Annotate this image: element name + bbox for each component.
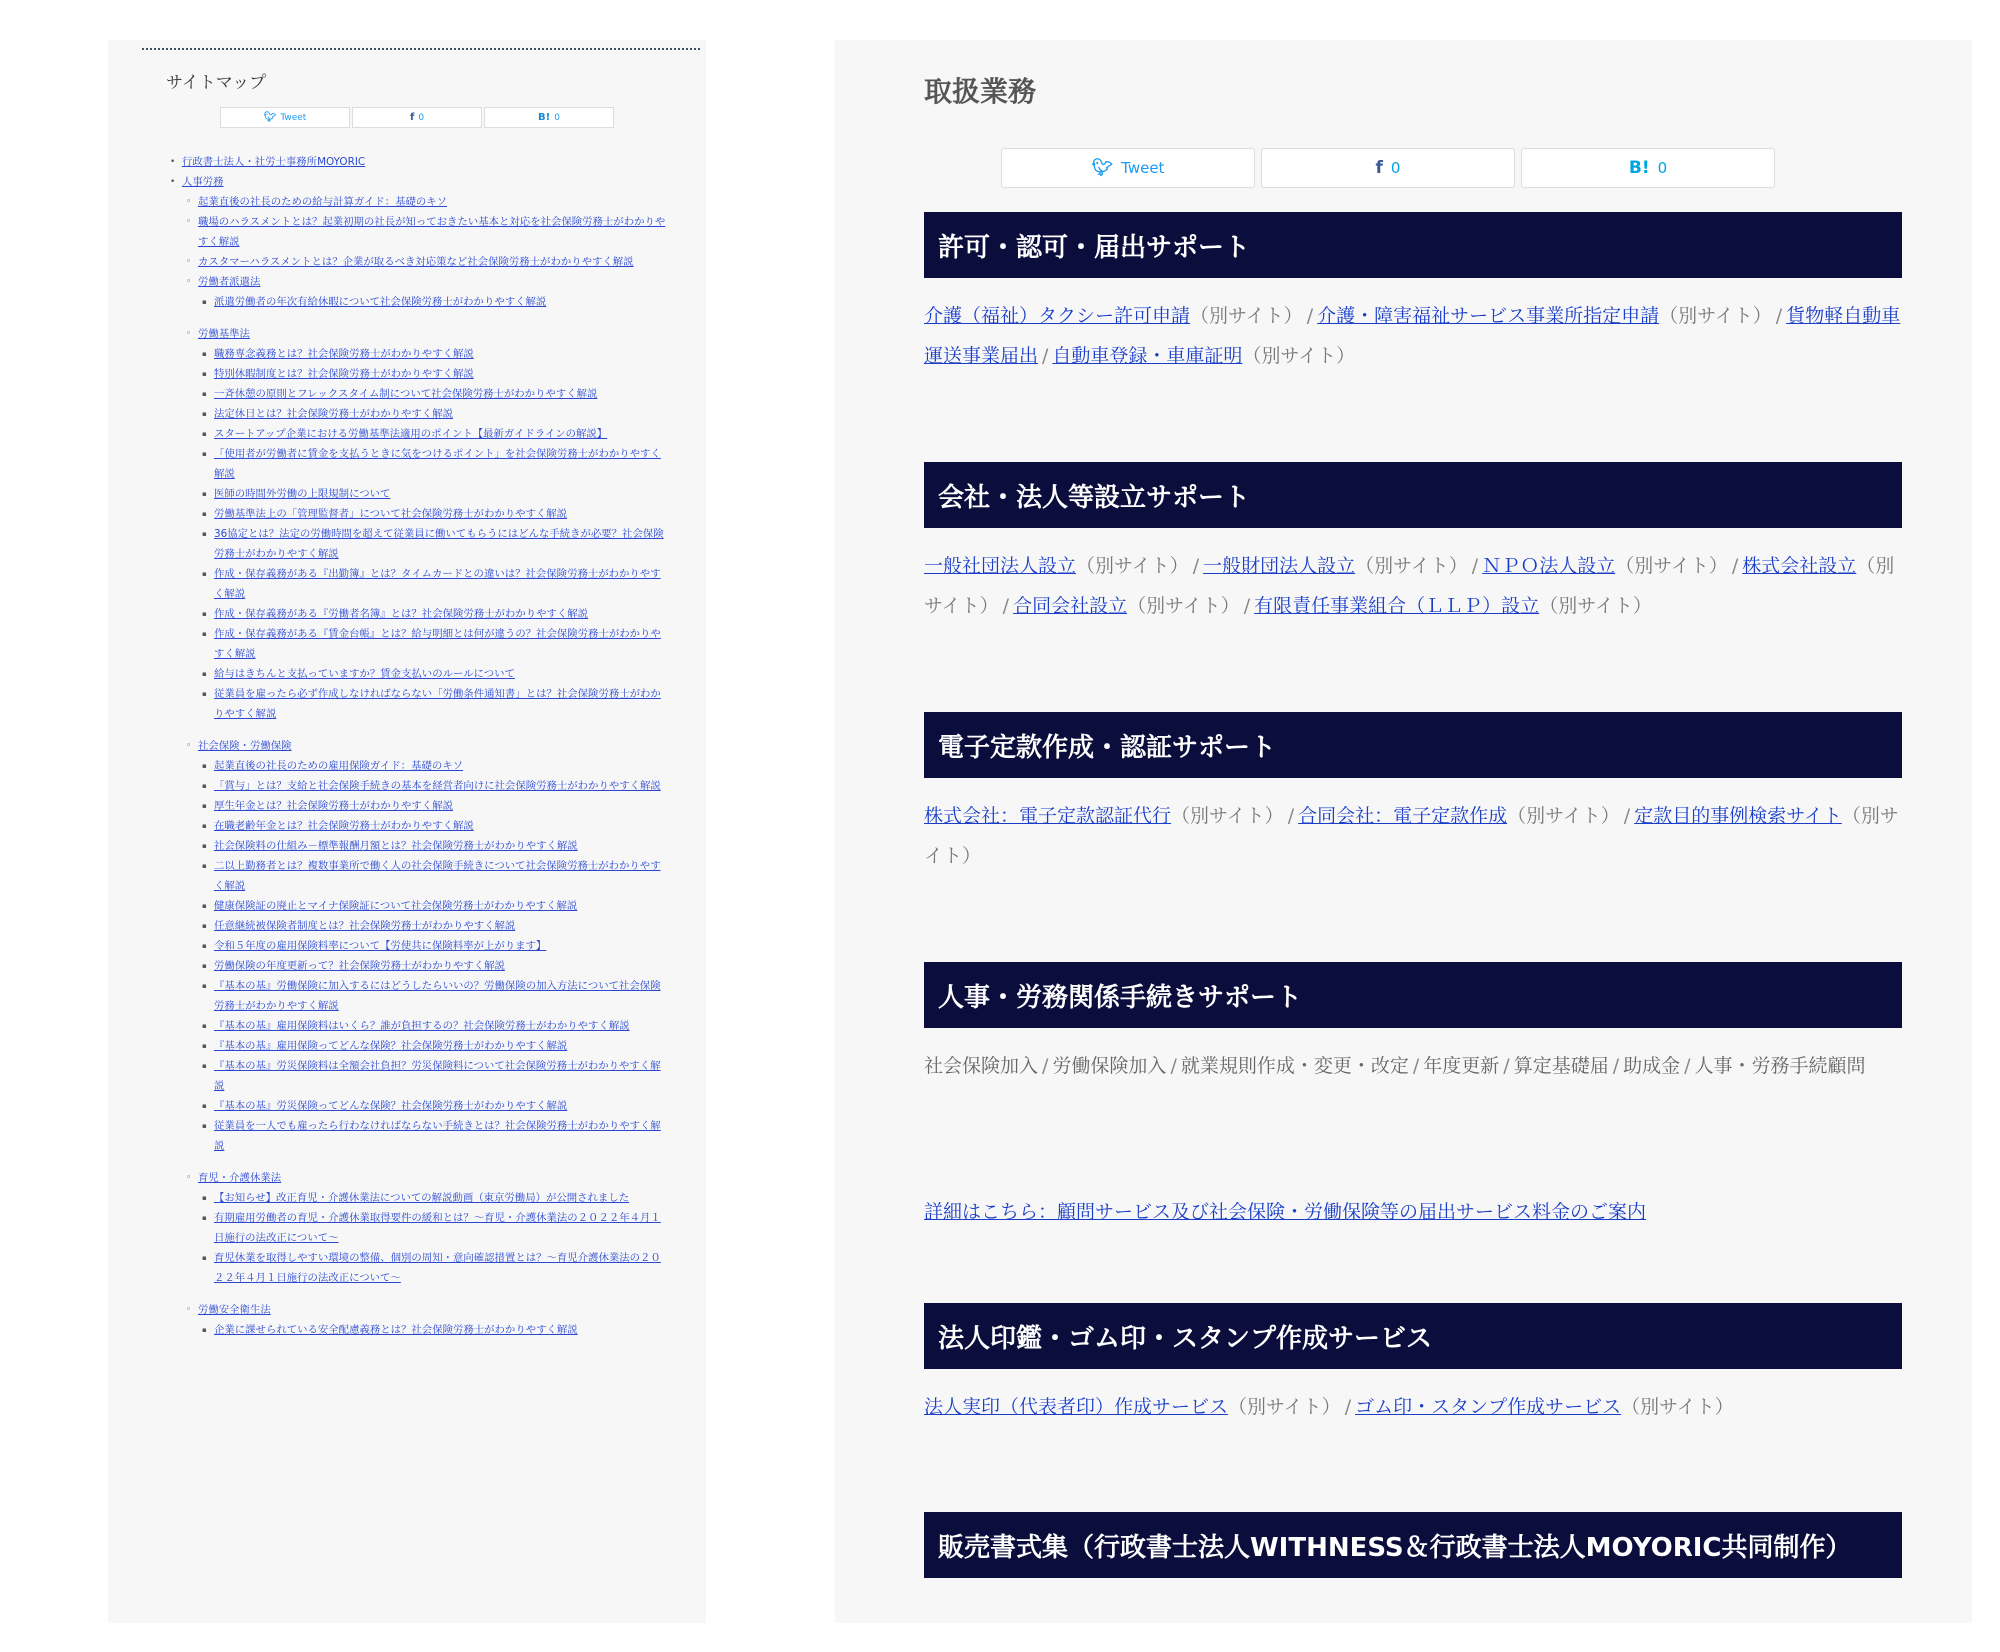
sitemap-item bbox=[170, 172, 670, 192]
external-note: （別サイト） bbox=[1507, 805, 1620, 827]
external-note: （別サイト） bbox=[1228, 1396, 1341, 1418]
tweet-button[interactable] bbox=[1001, 148, 1255, 188]
sitemap-item bbox=[170, 1096, 670, 1116]
sitemap-link[interactable]: 健康保険証の廃止とマイナ保険証について社会保険労務士がわかりやすく解説 bbox=[214, 900, 578, 912]
sitemap-link[interactable]: 派遣労働者の年次有給休暇について社会保険労務士がわかりやすく解説 bbox=[214, 296, 547, 308]
sitemap-item bbox=[170, 272, 670, 292]
sitemap-item bbox=[170, 212, 670, 252]
sitemap-link[interactable]: 『基本の基』労働保険に加入するにはどうしたらいいの？労働保険の加入方法について社会保険労務士がわかりやすく解説 bbox=[214, 980, 661, 1012]
sitemap-item bbox=[170, 1188, 670, 1208]
sitemap-item bbox=[170, 896, 670, 916]
sitemap-link[interactable]: 特別休暇制度とは？社会保険労務士がわかりやすく解説 bbox=[214, 368, 474, 380]
sitemap-item bbox=[170, 624, 670, 664]
service-link[interactable]: 自動車登録・車庫証明 bbox=[1052, 345, 1243, 367]
facebook-count: 0 bbox=[1390, 159, 1401, 177]
spacer bbox=[170, 312, 670, 324]
sitemap-item bbox=[170, 404, 670, 424]
tweet-button[interactable] bbox=[220, 107, 350, 128]
sitemap-link[interactable]: 在職老齢年金とは？社会保険労務士がわかりやすく解説 bbox=[214, 820, 474, 832]
service-link[interactable]: 介護・障害福祉サービス事業所指定申請 bbox=[1317, 305, 1660, 327]
sitemap-item bbox=[170, 1036, 670, 1056]
external-note: （別サイト） bbox=[1171, 805, 1284, 827]
sitemap-item bbox=[170, 292, 670, 312]
sitemap-link[interactable]: 二以上勤務者とは？複数事業所で働く人の社会保険手続きについて社会保険労務士がわかりやすく解説 bbox=[214, 860, 661, 892]
sitemap-title: サイトマップ bbox=[166, 73, 267, 93]
sitemap-item bbox=[170, 1016, 670, 1036]
external-note: （別サイト） bbox=[1621, 1396, 1734, 1418]
external-note: （別サイト） bbox=[1615, 555, 1728, 577]
sitemap-link[interactable]: カスタマーハラスメントとは？企業が取るべき対応策など社会保険労務士がわかりやすく解説 bbox=[198, 256, 634, 268]
share-bar bbox=[1001, 148, 1775, 188]
facebook-f-icon: f bbox=[409, 112, 415, 123]
sitemap-item bbox=[170, 252, 670, 272]
service-link[interactable]: 介護（福祉）タクシー許可申請 bbox=[924, 305, 1191, 327]
section-heading: 許可・認可・届出サポート bbox=[924, 212, 1902, 278]
sitemap-item bbox=[170, 1056, 670, 1096]
sitemap-link[interactable]: 『基本の基』雇用保険料はいくら？誰が負担するの？社会保険労務士がわかりやすく解説 bbox=[214, 1020, 630, 1032]
sitemap-item bbox=[170, 664, 670, 684]
sitemap-link[interactable]: 有期雇用労働者の育児・介護休業取得要件の緩和とは？～育児・介護休業法の２０２２年４月１日施行の法改正について～ bbox=[214, 1212, 661, 1244]
sitemap-item bbox=[170, 192, 670, 212]
tweet-label: Tweet bbox=[1121, 159, 1165, 177]
service-link[interactable]: 一般財団法人設立 bbox=[1203, 555, 1356, 577]
service-link[interactable]: 有限責任事業組合（ＬＬＰ）設立 bbox=[1254, 595, 1540, 617]
sitemap-item bbox=[170, 424, 670, 444]
external-note: （別サイト） bbox=[1539, 595, 1652, 617]
sitemap-link[interactable]: 厚生年金とは？社会保険労務士がわかりやすく解説 bbox=[214, 800, 453, 812]
service-link[interactable]: 法人実印（代表者印）作成サービス bbox=[924, 1396, 1229, 1418]
service-item: 助成金 bbox=[1623, 1055, 1681, 1077]
external-note: （別サイト） bbox=[924, 555, 1895, 617]
external-note: （別サイト） bbox=[1242, 345, 1356, 367]
sitemap-link[interactable]: 労働保険の年度更新って？社会保険労務士がわかりやすく解説 bbox=[214, 960, 505, 972]
sitemap-link[interactable]: 36協定とは？法定の労働時間を超えて従業員に働いてもらうにはどんな手続きが必要？社会保険労務士がわかりやすく解説 bbox=[214, 528, 664, 560]
facebook-f-icon: f bbox=[1375, 158, 1383, 178]
sitemap-link[interactable]: 給与はきちんと支払っていますか？賃金支払いのルールについて bbox=[214, 668, 515, 680]
sitemap-share-bar bbox=[220, 107, 614, 128]
sitemap-item bbox=[170, 1320, 670, 1340]
external-note: （別サイト） bbox=[1659, 305, 1772, 327]
sitemap-item bbox=[170, 444, 670, 484]
sitemap-link[interactable]: 「使用者が労働者に賃金を支払うときに気をつけるポイント」を社会保険労務士がわかりやすく解説 bbox=[214, 448, 661, 480]
sitemap-link[interactable]: 法定休日とは？社会保険労務士がわかりやすく解説 bbox=[214, 408, 453, 420]
sitemap-link[interactable]: 社会保険・労働保険 bbox=[198, 740, 292, 752]
sitemap-item bbox=[170, 684, 670, 724]
detail-block bbox=[924, 1192, 1902, 1232]
service-item: 算定基礎届 bbox=[1513, 1055, 1609, 1077]
sitemap-item bbox=[170, 484, 670, 504]
hatena-bookmark-icon: B! bbox=[538, 112, 551, 123]
sitemap-link[interactable]: 社会保険料の仕組み－標準報酬月額とは？社会保険労務士がわかりやすく解説 bbox=[214, 840, 578, 852]
service-link[interactable]: 合同会社：電子定款作成 bbox=[1298, 805, 1508, 827]
section-heading: 法人印鑑・ゴム印・スタンプ作成サービス bbox=[924, 1303, 1902, 1369]
section-body: 介護（福祉）タクシー許可申請（別サイト） / 介護・障害福祉サービス事業所指定申請（別サイト） / 貨物軽自動車運送事業届出 / 自動車登録・車庫証明（別サイト） bbox=[924, 305, 1901, 367]
sitemap-link[interactable]: 労働安全衛生法 bbox=[198, 1304, 271, 1316]
facebook-count: 0 bbox=[418, 112, 425, 123]
sitemap-item bbox=[170, 856, 670, 896]
sitemap-item bbox=[170, 1116, 670, 1156]
sitemap-item bbox=[170, 384, 670, 404]
external-note: （別サイト） bbox=[1127, 595, 1240, 617]
section-body: 社会保険加入 / 労働保険加入 / 就業規則作成・変更・改定 / 年度更新 / 算定基礎届 / 助成金 / 人事・労務手続顧問 bbox=[924, 1055, 1866, 1077]
service-link[interactable]: ＮＰＯ法人設立 bbox=[1482, 555, 1616, 577]
sitemap-item bbox=[170, 152, 670, 172]
external-note: （別サイト） bbox=[924, 805, 1899, 867]
sitemap-item bbox=[170, 1208, 670, 1248]
sitemap-item bbox=[170, 916, 670, 936]
sitemap-item bbox=[170, 836, 670, 856]
spacer bbox=[170, 724, 670, 736]
sitemap-link[interactable]: 医師の時間外労働の上限規制について bbox=[214, 488, 391, 500]
sitemap-list bbox=[170, 152, 670, 1340]
services-panel bbox=[835, 40, 1972, 1623]
sitemap-item bbox=[170, 816, 670, 836]
sitemap-link[interactable]: 任意継続被保険者制度とは？社会保険労務士がわかりやすく解説 bbox=[214, 920, 516, 932]
sitemap-item bbox=[170, 936, 670, 956]
spacer bbox=[170, 1156, 670, 1168]
service-item: 人事・労務手続顧問 bbox=[1694, 1055, 1866, 1077]
sitemap-link[interactable]: 「賞与」とは？支給と社会保険手続きの基本を経営者向けに社会保険労務士がわかりやすく解説 bbox=[214, 780, 661, 792]
external-note: （別サイト） bbox=[1355, 555, 1468, 577]
twitter-bird-icon: 🐦︎ bbox=[263, 112, 277, 123]
service-link[interactable]: 一般社団法人設立 bbox=[924, 555, 1077, 577]
sitemap-item bbox=[170, 976, 670, 1016]
service-item: 社会保険加入 bbox=[924, 1055, 1039, 1077]
sitemap-item bbox=[170, 1300, 670, 1320]
sitemap-link[interactable]: 労働基準法 bbox=[198, 328, 250, 340]
sitemap-link[interactable]: 作成・保存義務がある『賃金台帳』とは？給与明細とは何が違うの？社会保険労務士がわかりやすく解説 bbox=[214, 628, 661, 660]
service-link[interactable]: 株式会社設立 bbox=[1742, 555, 1857, 577]
external-note: （別サイト） bbox=[1076, 555, 1189, 577]
sitemap-link[interactable]: 作成・保存義務がある『出勤簿』とは？タイムカードとの違いは？社会保険労務士がわかりやすく解説 bbox=[214, 568, 661, 600]
section-heading: 販売書式集（行政書士法人WITHNESS＆行政書士法人MOYORIC共同制作） bbox=[924, 1512, 1902, 1578]
sitemap-item bbox=[170, 564, 670, 604]
facebook-share-button[interactable] bbox=[1261, 148, 1515, 188]
sitemap-item bbox=[170, 1168, 670, 1188]
fee-detail-link[interactable]: 詳細はこちら：顧問サービス及び社会保険・労働保険等の届出サービス料金のご案内 bbox=[924, 1201, 1647, 1223]
service-link[interactable]: 定款目的事例検索サイト bbox=[1634, 805, 1842, 827]
service-item: 就業規則作成・変更・改定 bbox=[1180, 1055, 1409, 1077]
sitemap-link[interactable]: 職務専念義務とは？社会保険労務士がわかりやすく解説 bbox=[214, 348, 474, 360]
hatena-count: 0 bbox=[1657, 159, 1668, 177]
service-link[interactable]: 貨物軽自動車運送事業届出 bbox=[924, 305, 1901, 367]
hatena-bookmark-button[interactable] bbox=[484, 107, 614, 128]
section-heading: 電子定款作成・認証サポート bbox=[924, 712, 1902, 778]
service-item: 年度更新 bbox=[1423, 1055, 1500, 1077]
section-body: 株式会社：電子定款認証代行（別サイト） / 合同会社：電子定款作成（別サイト） / 定款目的事例検索サイト（別サイト） bbox=[924, 805, 1899, 867]
service-link[interactable]: ゴム印・スタンプ作成サービス bbox=[1355, 1396, 1622, 1418]
sitemap-link[interactable]: 従業員を一人でも雇ったら行わなければならない手続きとは？社会保険労務士がわかりやすく解説 bbox=[214, 1120, 661, 1152]
hatena-bookmark-icon: B! bbox=[1628, 158, 1650, 178]
sitemap-item bbox=[170, 1248, 670, 1288]
sitemap-item bbox=[170, 736, 670, 756]
sitemap-item bbox=[170, 364, 670, 384]
sitemap-link[interactable]: 『基本の基』労災保険ってどんな保険？社会保険労務士がわかりやすく解説 bbox=[214, 1100, 568, 1112]
sitemap-item bbox=[170, 524, 670, 564]
sitemap-link[interactable]: 【お知らせ】改正育児・介護休業法についての解説動画（東京労働局）が公開されました bbox=[214, 1192, 630, 1204]
sitemap-link[interactable]: 育児休業を取得しやすい環境の整備、個別の周知・意向確認措置とは？～育児介護休業法の２０２２年４月１日施行の法改正について～ bbox=[214, 1252, 661, 1284]
sitemap-link[interactable]: 起業直後の社長のための雇用保険ガイド：基礎のキソ bbox=[214, 760, 464, 772]
facebook-share-button[interactable] bbox=[352, 107, 482, 128]
sitemap-panel bbox=[108, 40, 706, 1623]
external-note: （別サイト） bbox=[1190, 305, 1303, 327]
sitemap-link[interactable]: 起業直後の社長のための給与計算ガイド：基礎のキソ bbox=[198, 196, 448, 208]
hatena-bookmark-button[interactable] bbox=[1521, 148, 1775, 188]
sitemap-link[interactable]: 作成・保存義務がある『労働者名簿』とは？社会保険労務士がわかりやすく解説 bbox=[214, 608, 589, 620]
sitemap-link[interactable]: 従業員を雇ったら必ず作成しなければならない「労働条件通知書」とは？社会保険労務士がわかりやすく解説 bbox=[214, 688, 661, 720]
hatena-count: 0 bbox=[554, 112, 560, 123]
sitemap-item bbox=[170, 504, 670, 524]
sitemap-link[interactable]: 労働者派遣法 bbox=[198, 276, 261, 288]
service-item: 労働保険加入 bbox=[1052, 1055, 1167, 1077]
sitemap-item bbox=[170, 956, 670, 976]
sitemap-link[interactable]: 一斉休憩の原則とフレックスタイム制について社会保険労務士がわかりやすく解説 bbox=[214, 388, 598, 400]
section-heading: 会社・法人等設立サポート bbox=[924, 462, 1902, 528]
sitemap-link[interactable]: 職場のハラスメントとは？起業初期の社長が知っておきたい基本と対応を社会保険労務士がわかりやすく解説 bbox=[198, 216, 666, 248]
sitemap-link[interactable]: 人事労務 bbox=[182, 176, 224, 188]
sitemap-link[interactable]: 『基本の基』雇用保険ってどんな保険？社会保険労務士がわかりやすく解説 bbox=[214, 1040, 568, 1052]
sitemap-item bbox=[170, 776, 670, 796]
section-body: 法人実印（代表者印）作成サービス（別サイト） / ゴム印・スタンプ作成サービス（別サイト） bbox=[924, 1396, 1734, 1418]
sitemap-link[interactable]: 労働基準法上の「管理監督者」について社会保険労務士がわかりやすく解説 bbox=[214, 508, 568, 520]
sitemap-link[interactable]: 育児・介護休業法 bbox=[198, 1172, 282, 1184]
sitemap-item bbox=[170, 756, 670, 776]
section-body: 一般社団法人設立（別サイト） / 一般財団法人設立（別サイト） / ＮＰＯ法人設立（別サイト） / 株式会社設立（別サイト） / 合同会社設立（別サイト） / 有限責任事業組合（ＬＬＰ）設立（別サイト） bbox=[924, 555, 1895, 617]
sitemap-item bbox=[170, 604, 670, 624]
sitemap-item bbox=[170, 324, 670, 344]
sitemap-link[interactable]: 令和５年度の雇用保険料率について【労使共に保険料率が上がります】 bbox=[214, 940, 547, 952]
service-link[interactable]: 合同会社設立 bbox=[1013, 595, 1128, 617]
sitemap-link[interactable]: 『基本の基』労災保険料は全額会社負担？労災保険料について社会保険労務士がわかりやすく解説 bbox=[214, 1060, 661, 1092]
tweet-label: Tweet bbox=[280, 112, 307, 123]
sitemap-link[interactable]: 企業に課せられている安全配慮義務とは？社会保険労務士がわかりやすく解説 bbox=[214, 1324, 578, 1336]
divider bbox=[142, 48, 700, 50]
sitemap-item bbox=[170, 344, 670, 364]
section-heading: 人事・労務関係手続きサポート bbox=[924, 962, 1902, 1028]
sitemap-item bbox=[170, 796, 670, 816]
sitemap-link[interactable]: スタートアップ企業における労働基準法適用のポイント【最新ガイドラインの解説】 bbox=[214, 428, 608, 440]
page-title: 取扱業務 bbox=[924, 75, 1037, 108]
spacer bbox=[170, 1288, 670, 1300]
sitemap-link[interactable]: 行政書士法人・社労士事務所MOYORIC bbox=[182, 156, 366, 168]
twitter-bird-icon: 🐦︎ bbox=[1091, 158, 1114, 178]
service-link[interactable]: 株式会社：電子定款認証代行 bbox=[924, 805, 1172, 827]
